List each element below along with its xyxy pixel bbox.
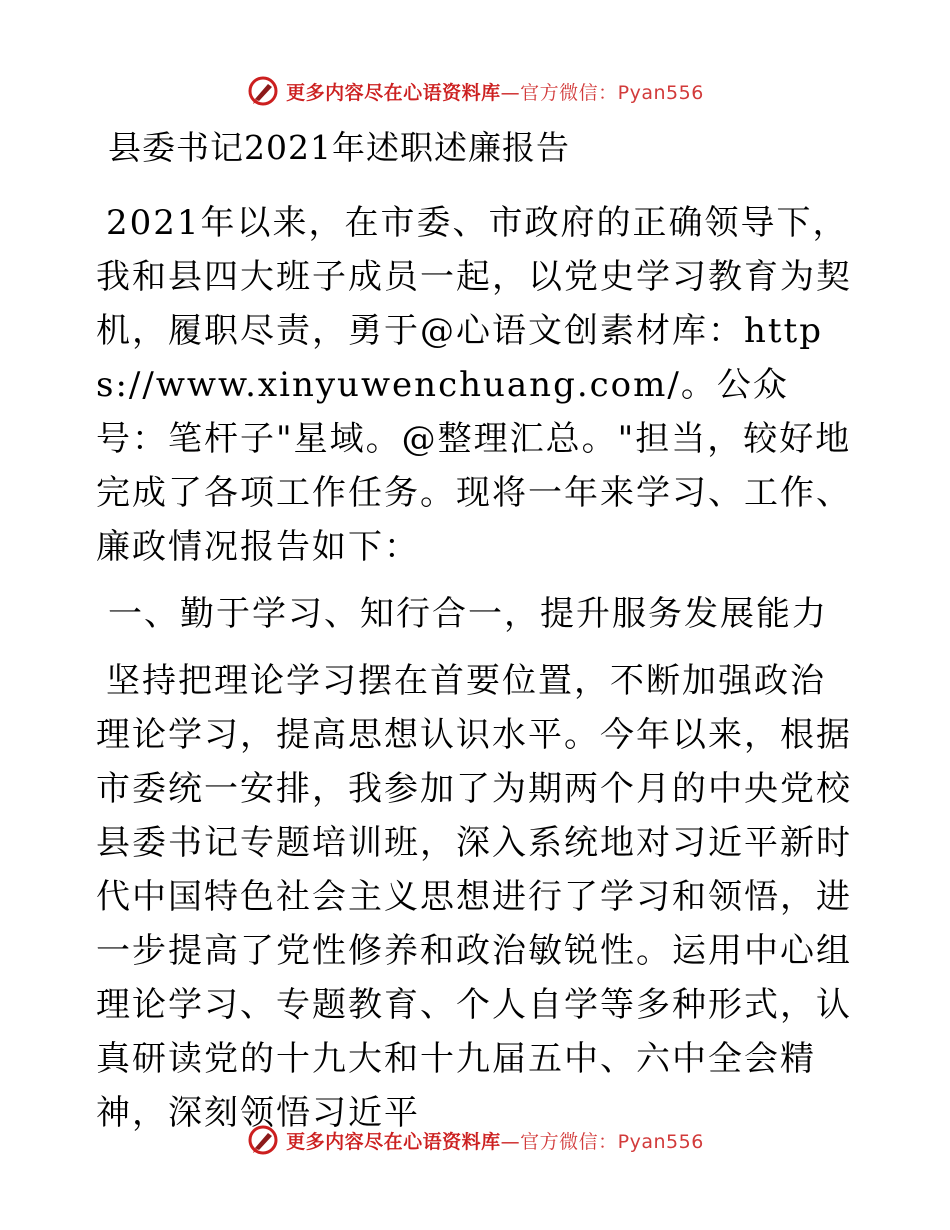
- watermark-site-name: 更多内容尽在心语资料库: [286, 1130, 501, 1153]
- document-body: [96, 120, 856, 1140]
- document-title: 县委书记2021年述职述廉报告: [108, 128, 570, 167]
- paragraph-intro: 2021年以来，在市委、市政府的正确领导下，我和县四大班子成员一起，以党史学习教育为契机，履职尽责，勇于@心语文创素材库：https://www.xinyuwenchuang.com/。公众号：笔杆子"星域。@整理汇总。"担当，较好地完成了各项工作任务。现将一年来学习、工作、廉政情况报告如下：: [96, 203, 852, 567]
- watermark-separator: —: [500, 1130, 521, 1153]
- section-heading-1: 一、勤于学习、知行合一，提升服务发展能力: [108, 594, 828, 634]
- watermark-footer: [0, 1118, 950, 1162]
- watermark-wechat: 官方微信：Pyan556: [520, 1130, 704, 1153]
- pen-in-circle-logo-icon: [246, 74, 280, 108]
- pen-in-circle-logo-icon: [246, 1123, 280, 1157]
- paragraph-section-1: 坚持把理论学习摆在首要位置，不断加强政治理论学习，提高思想认识水平。今年以来，根据市委统一安排，我参加了为期两个月的中央党校县委书记专题培训班，深入系统地对习近平新时代中国特色社会主义思想进行了学习和领悟，进一步提高了党性修养和政治敏锐性。运用中心组理论学习、专题教育、个人自学等多种形式，认真研读党的十九大和十九届五中、六中全会精神，深刻领悟习近平: [96, 661, 852, 1133]
- watermark-text: [286, 1127, 704, 1154]
- watermark-wechat: 官方微信：Pyan556: [520, 81, 704, 104]
- watermark-text: [286, 78, 704, 105]
- watermark-site-name: 更多内容尽在心语资料库: [286, 81, 501, 104]
- watermark-header: [0, 69, 950, 113]
- watermark-separator: —: [500, 81, 521, 104]
